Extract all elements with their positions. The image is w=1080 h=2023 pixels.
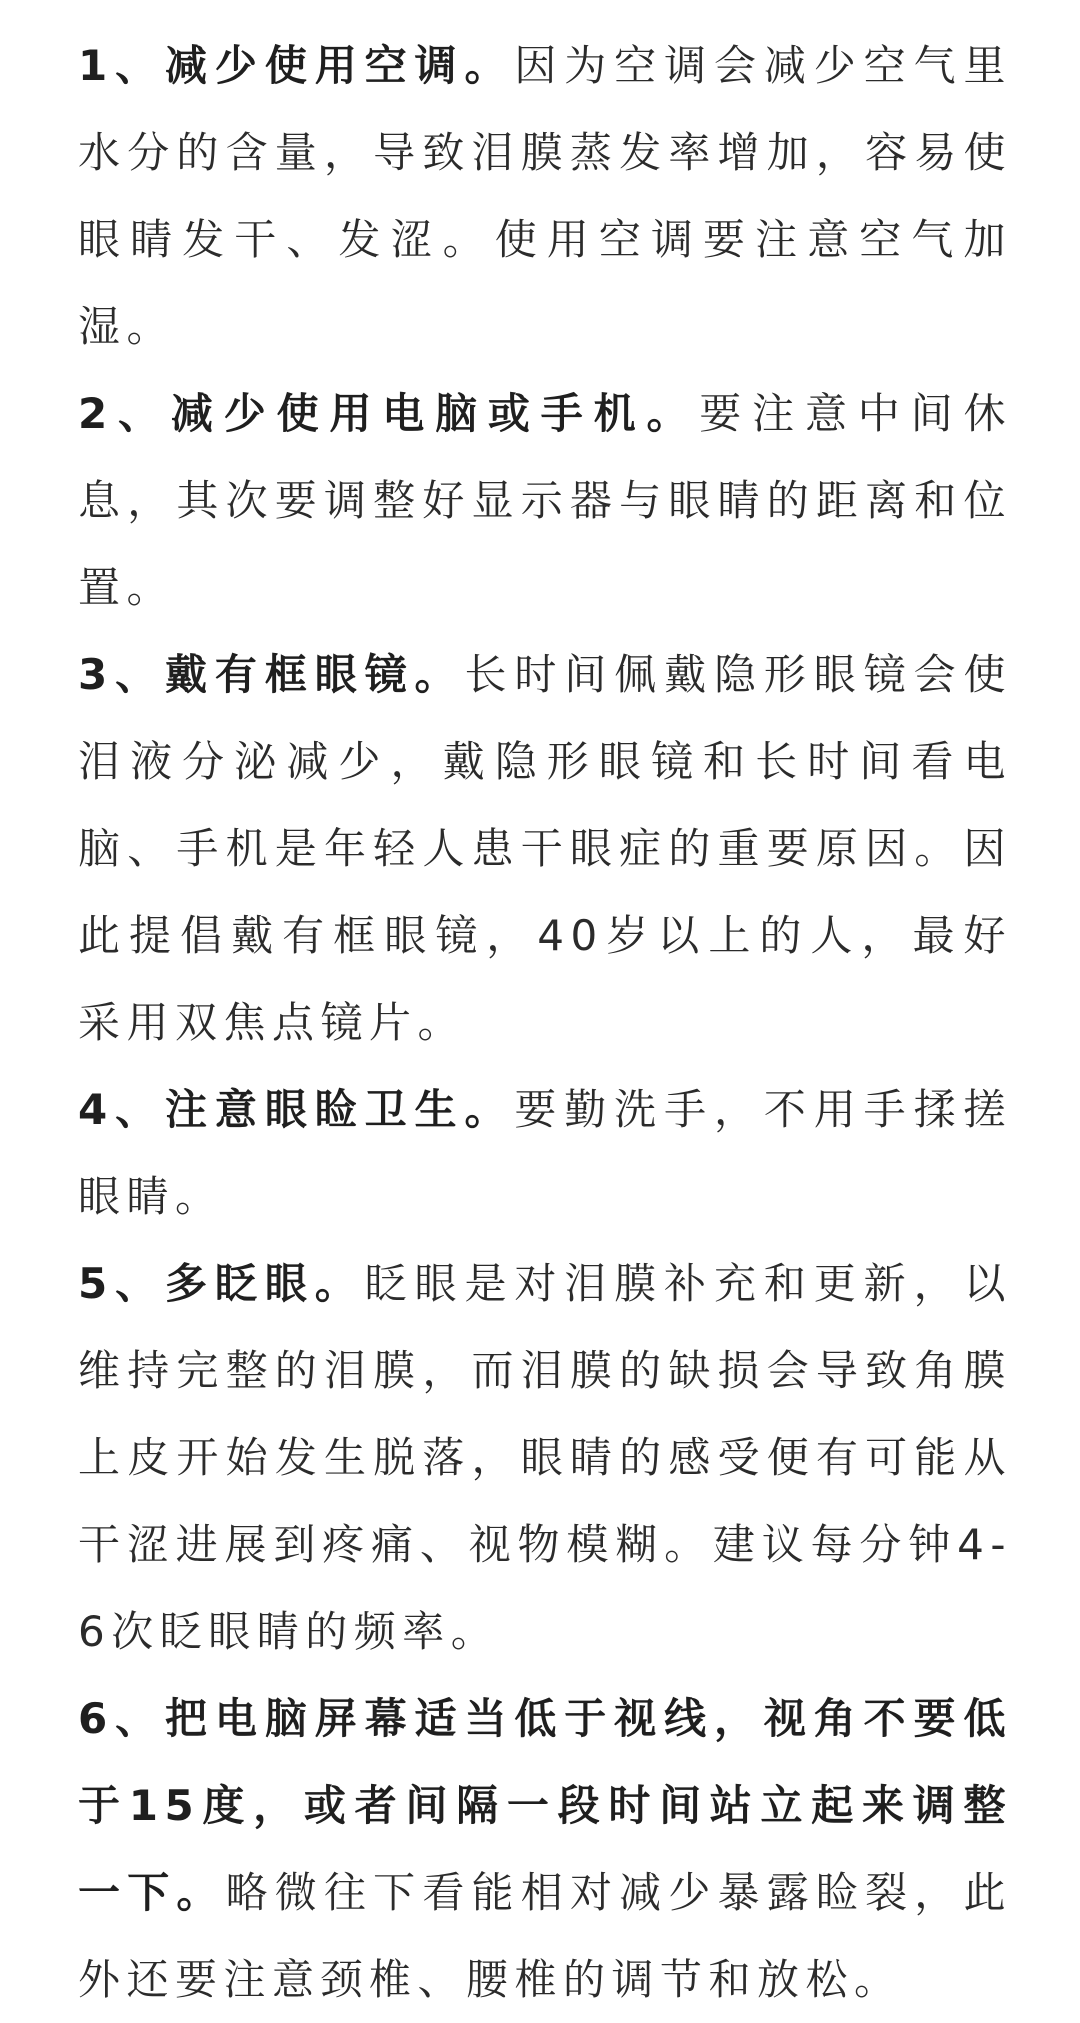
tip-5 (78, 1240, 1012, 1675)
tip-body: 长时间佩戴隐形眼镜会使泪液分泌减少，戴隐形眼镜和长时间看电脑、手机是年轻人患干眼症的重要原因。因此提倡戴有框眼镜，40岁以上的人，最好采用双焦点镜片。 (78, 650, 1012, 1047)
tip-body: 略微往下看能相对减少暴露睑裂，此外还要注意颈椎、腰椎的调节和放松。 (78, 1868, 1012, 2004)
tip-body: 因为空调会减少空气里水分的含量，导致泪膜蒸发率增加，容易使眼睛发干、发涩。使用空调要注意空气加湿。 (78, 41, 1012, 351)
tip-heading: 1、减少使用空调。 (78, 41, 515, 90)
tip-body: 要勤洗手，不用手揉搓眼睛。 (78, 1085, 1012, 1221)
tip-3 (78, 631, 1012, 1066)
tip-1 (78, 22, 1012, 370)
tip-heading: 5、多眨眼。 (78, 1259, 365, 1308)
tip-heading: 2、减少使用电脑或手机。 (78, 389, 700, 438)
tip-body: 要注意中间休息，其次要调整好显示器与眼睛的距离和位置。 (78, 389, 1012, 612)
tip-heading: 6、把电脑屏幕适当低于视线，视角不要低于15度，或者间隔一段时间站立起来调整一下。 (78, 1694, 1012, 1917)
tip-heading: 4、注意眼睑卫生。 (78, 1085, 515, 1134)
tip-4 (78, 1066, 1012, 1240)
tip-6 (78, 1675, 1012, 2023)
tip-heading: 3、戴有框眼镜。 (78, 650, 465, 699)
tip-2 (78, 370, 1012, 631)
tip-body: 眨眼是对泪膜补充和更新，以维持完整的泪膜，而泪膜的缺损会导致角膜上皮开始发生脱落，眼睛的感受便有可能从干涩进展到疼痛、视物模糊。建议每分钟4-6次眨眼睛的频率。 (78, 1259, 1012, 1656)
